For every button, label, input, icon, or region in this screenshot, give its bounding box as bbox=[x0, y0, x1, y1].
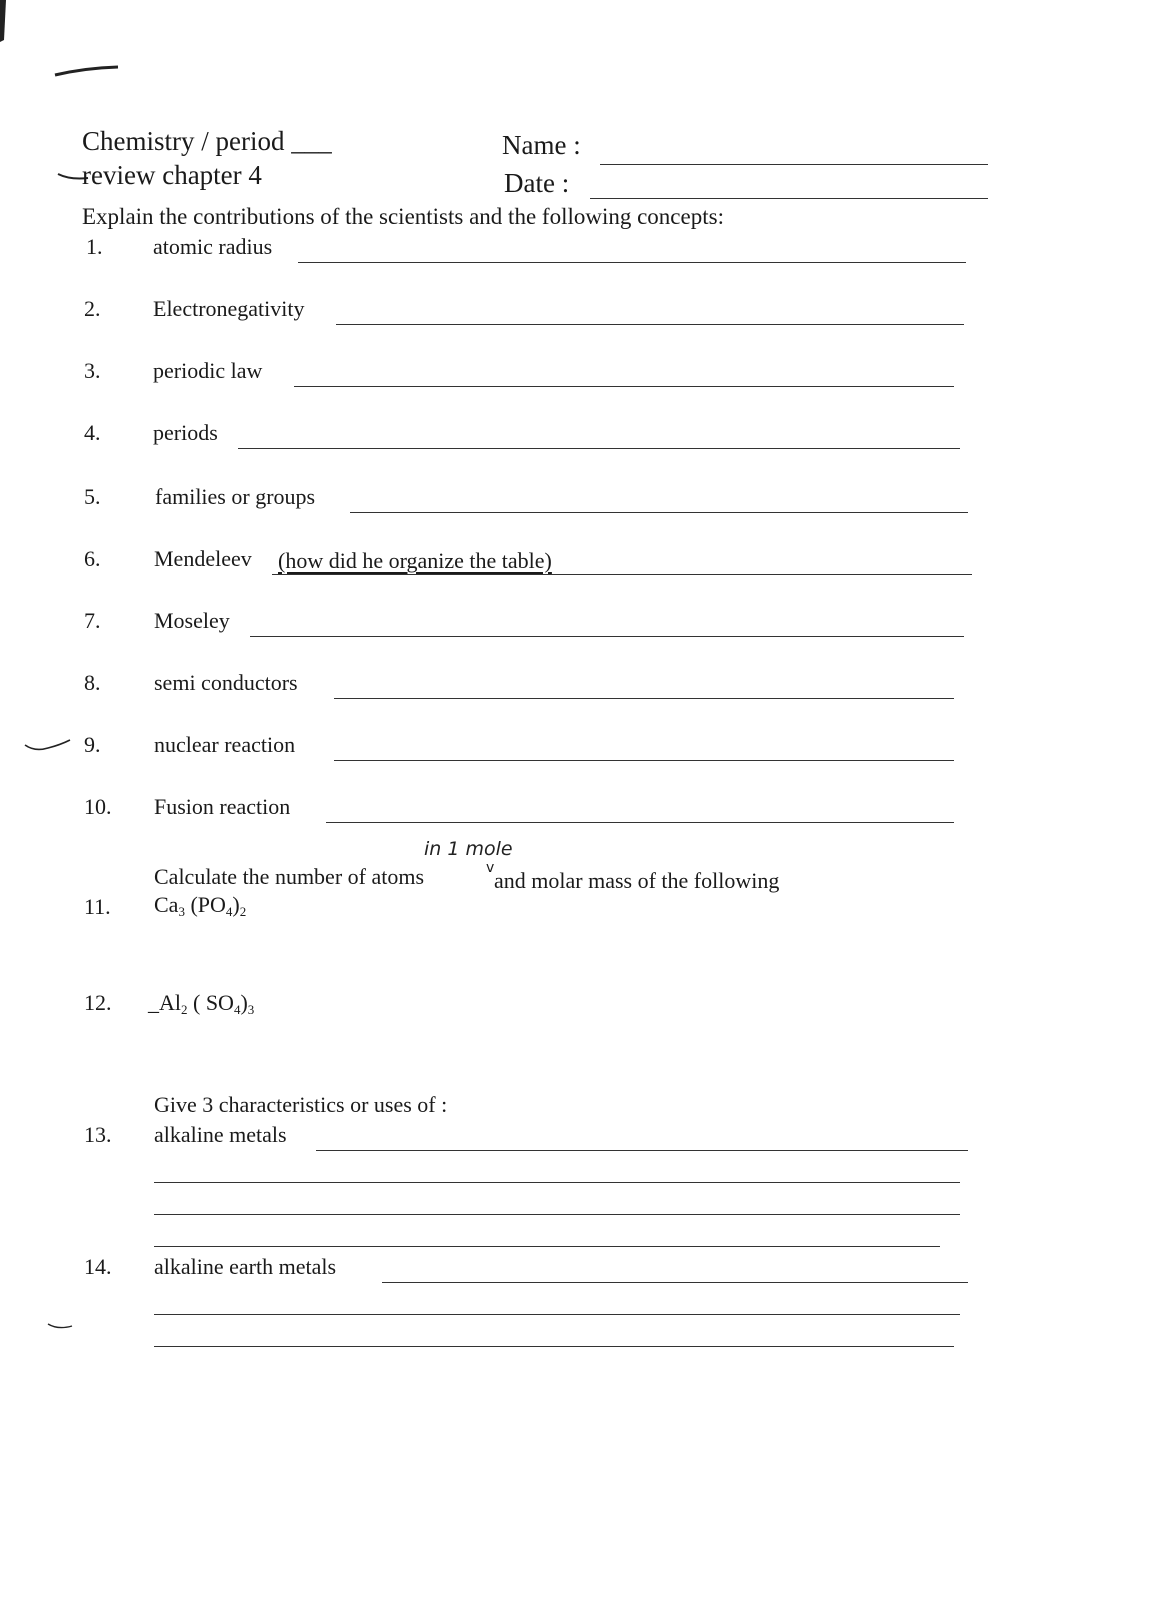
answer-line[interactable] bbox=[350, 512, 968, 513]
worksheet-subtitle: review chapter 4 bbox=[82, 160, 262, 190]
question-label: periodic law bbox=[153, 358, 263, 383]
question-label: Moseley bbox=[154, 608, 230, 633]
formula-ca3po42: $Ca_3$ $(PO_4)_2$ bbox=[154, 892, 247, 919]
caret-mark: v bbox=[486, 860, 495, 876]
question-number: 5. bbox=[84, 484, 101, 509]
question-label: families or groups bbox=[155, 484, 316, 509]
instructions-calculate: Calculate the number of atoms bbox=[154, 864, 425, 889]
answer-line[interactable] bbox=[326, 822, 954, 823]
answer-line[interactable] bbox=[154, 1346, 954, 1347]
instructions-give: Give 3 characteristics or uses of : bbox=[154, 1092, 448, 1117]
formula-al2so43: $\_Al_2$ ( $SO_4)_3$ bbox=[148, 990, 255, 1017]
course-title: Chemistry / period ___ bbox=[82, 126, 332, 156]
question-label: Fusion reaction bbox=[154, 794, 291, 819]
answer-line[interactable] bbox=[298, 262, 966, 263]
question-number: 1. bbox=[86, 234, 103, 259]
question-label: semi conductors bbox=[154, 670, 298, 695]
answer-line[interactable] bbox=[154, 1182, 960, 1183]
name-line[interactable] bbox=[600, 164, 988, 165]
question-label: alkaline metals bbox=[154, 1122, 287, 1147]
question-number: 11. bbox=[84, 894, 111, 919]
answer-line[interactable] bbox=[336, 324, 964, 325]
instructions-calculate-cont: and molar mass of the following bbox=[494, 868, 780, 893]
question-number: 13. bbox=[84, 1122, 112, 1147]
question-number: 7. bbox=[84, 608, 101, 633]
question-hint: (how did he organize the table) bbox=[278, 548, 552, 573]
answer-line[interactable] bbox=[154, 1314, 960, 1315]
handwritten-note: in 1 mole bbox=[424, 838, 513, 860]
answer-line[interactable] bbox=[154, 1214, 960, 1215]
answer-line[interactable] bbox=[382, 1282, 968, 1283]
answer-line[interactable] bbox=[316, 1150, 968, 1151]
question-label: periods bbox=[153, 420, 218, 445]
instructions-explain: Explain the contributions of the scientists and the following concepts: bbox=[82, 204, 724, 229]
question-number: 12. bbox=[84, 990, 112, 1015]
question-number: 9. bbox=[84, 732, 101, 757]
question-label: Mendeleev bbox=[154, 546, 252, 571]
answer-line[interactable] bbox=[250, 636, 964, 637]
date-label: Date : bbox=[504, 168, 570, 198]
question-number: 2. bbox=[84, 296, 101, 321]
answer-line[interactable] bbox=[154, 1246, 940, 1247]
question-label: nuclear reaction bbox=[154, 732, 296, 757]
date-line[interactable] bbox=[590, 198, 988, 199]
question-number: 4. bbox=[84, 420, 101, 445]
question-label: alkaline earth metals bbox=[154, 1254, 337, 1279]
answer-line[interactable] bbox=[238, 448, 960, 449]
question-number: 6. bbox=[84, 546, 101, 571]
answer-line[interactable] bbox=[334, 698, 954, 699]
answer-line[interactable] bbox=[334, 760, 954, 761]
question-number: 14. bbox=[84, 1254, 112, 1279]
name-label: Name : bbox=[502, 130, 581, 160]
question-label: atomic radius bbox=[153, 234, 273, 259]
answer-line[interactable] bbox=[294, 386, 954, 387]
question-number: 8. bbox=[84, 670, 101, 695]
question-number: 3. bbox=[84, 358, 101, 383]
question-label: Electronegativity bbox=[153, 296, 305, 321]
question-number: 10. bbox=[84, 794, 112, 819]
answer-line[interactable] bbox=[272, 574, 972, 575]
